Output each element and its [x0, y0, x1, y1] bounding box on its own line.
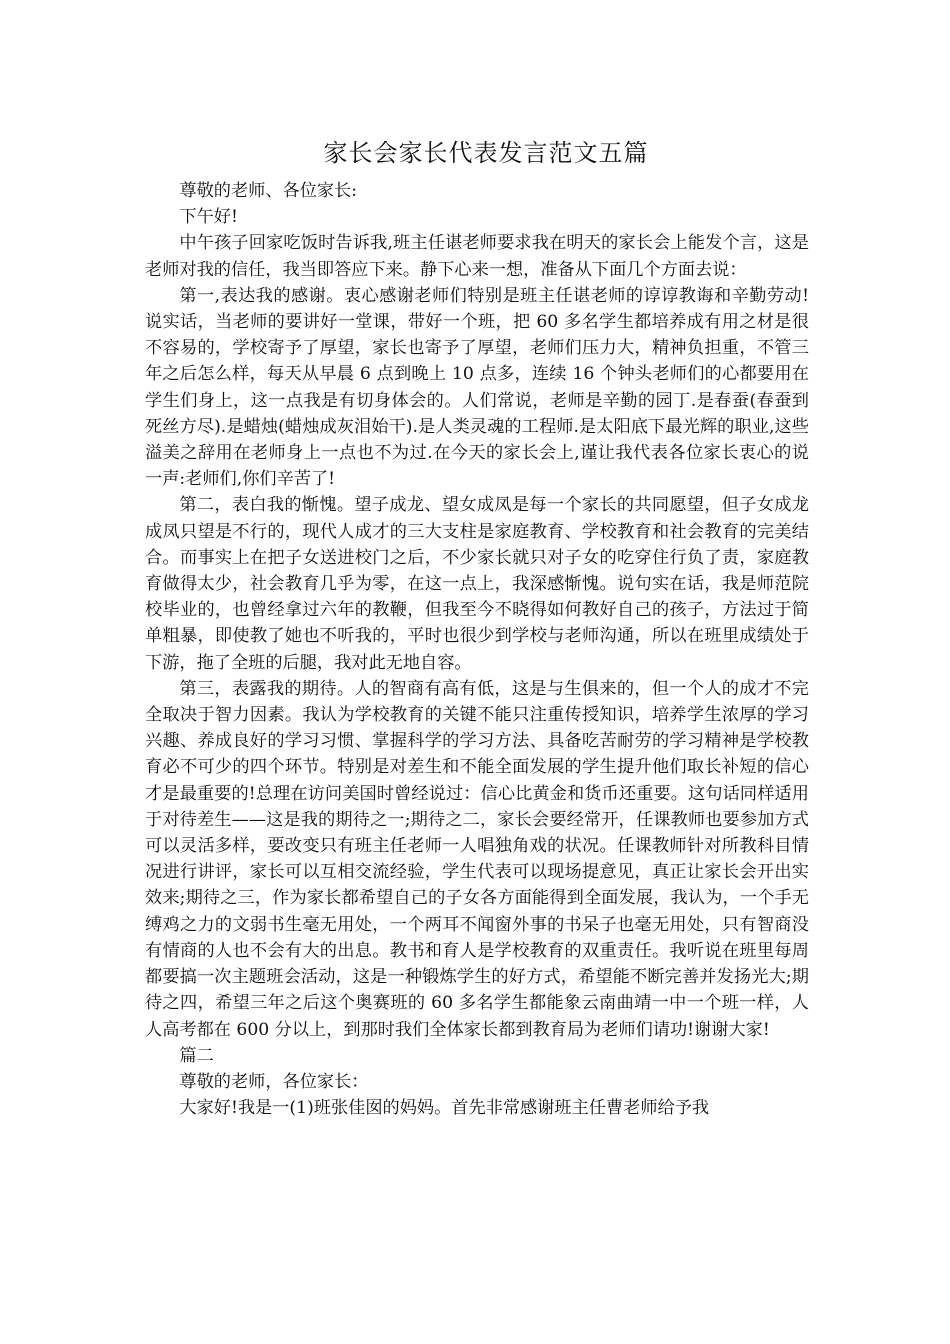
document-page [145, 128, 809, 1121]
opening-paragraph-part-two: 大家好!我是一(1)班张佳囡的妈妈。首先非常感谢班主任曹老师给予我 [179, 1098, 710, 1119]
salutation: 尊敬的老师、各位家长: [179, 181, 358, 201]
paragraph-third-expectation: 第三，表露我的期待。人的智商有高有低，这是与生俱来的，但一个人的成才不完全取决于智力因素。我认为学校教育的关键不能只注重传授知识，培养学生浓厚的学习兴趣、养成良好的学习习惯、掌握科学的学习方法、具备吃苦耐劳的学习精神是学校教育必不可少的四个环节。特别是对差生和不能全面发展的学生提升他们取长补短的信心才是最重要的!总理在访问美国时曾经说过：信心比黄金和货币还重要。这句话同样适用于对待差生——这是我的期待之一;期待之二，家长会要经常开，任课教师也要参加方式可以灵活多样，要改变只有班主任老师一人唱独角戏的状况。任课教师针对所教科目情况进行讲评，家长可以互相交流经验，学生代表可以现场提意见，真正让家长会开出实效来;期待之三，作为家长都希望自己的子女各方面能得到全面发展，我认为，一个手无缚鸡之力的文弱书生毫无用处，一个两耳不闻窗外事的书呆子也毫无用处，只有智商没有情商的人也不会有大的出息。教书和育人是学校教育的双重责任。我听说在班里每周都要搞一次主题班会活动，这是一种锻炼学生的好方式，希望能不断完善并发扬光大;期待之四，希望三年之后这个奥赛班的 60 多名学生都能象云南曲靖一中一个班一样，人人高考都在 600 分以上，到那时我们全体家长都到教育局为老师们请功!谢谢大家! [145, 678, 809, 1040]
intro-paragraph: 中午孩子回家吃饭时告诉我,班主任谌老师要求我在明天的家长会上能发个言，这是老师对我的信任，我当即答应下来。静下心来一想，准备从下面几个方面去说： [145, 233, 809, 280]
greeting: 下午好! [179, 207, 238, 228]
salutation-part-two: 尊敬的老师，各位家长： [179, 1071, 369, 1092]
paragraph-second-shame: 第二，表白我的惭愧。望子成龙、望女成凤是每一个家长的共同愿望，但子女成龙成凤只望是不行的，现代人成才的三大支柱是家庭教育、学校教育和社会教育的完美结合。而事实上在把子女送进校门之后，不少家长就只对子女的吃穿住行负了责，家庭教育做得太少，社会教育几乎为零，在这一点上，我深感惭愧。说句实在话，我是师范院校毕业的，也曾经拿过六年的教鞭，但我至今不晓得如何教好自己的孩子，方法过于简单粗暴，即使教了她也不听我的，平时也很少到学校与老师沟通，所以在班里成绩处于下游，拖了全班的后腿，我对此无地自容。 [145, 495, 809, 673]
section-heading-part-two: 篇二 [179, 1045, 214, 1066]
paragraph-first-thanks: 第一,表达我的感谢。衷心感谢老师们特别是班主任谌老师的谆谆教诲和辛勤劳动!说实话，当老师的要讲好一堂课，带好一个班，把 60 多名学生都培养成有用之材是很不容易的，学校寄予了厚望，家长也寄予了厚望，老师们压力大，精神负担重，不管三年之后怎么样，每天从早晨 6 点到晚上 10 点多，连续 16 个钟头老师们的心都要用在学生们身上，这一点我是有切身体会的。人们常说，老师是辛勤的园丁.是春蚕(春蚕到死丝方尽).是蜡烛(蜡烛成灰泪始干).是人类灵魂的工程师.是太阳底下最光辉的职业,这些溢美之辞用在老师身上一点也不为过.在今天的家长会上,谨让我代表各位家长衷心的说一声:老师们,你们辛苦了! [145, 285, 809, 490]
document-title: 家长会家长代表发言范文五篇 [323, 139, 649, 167]
